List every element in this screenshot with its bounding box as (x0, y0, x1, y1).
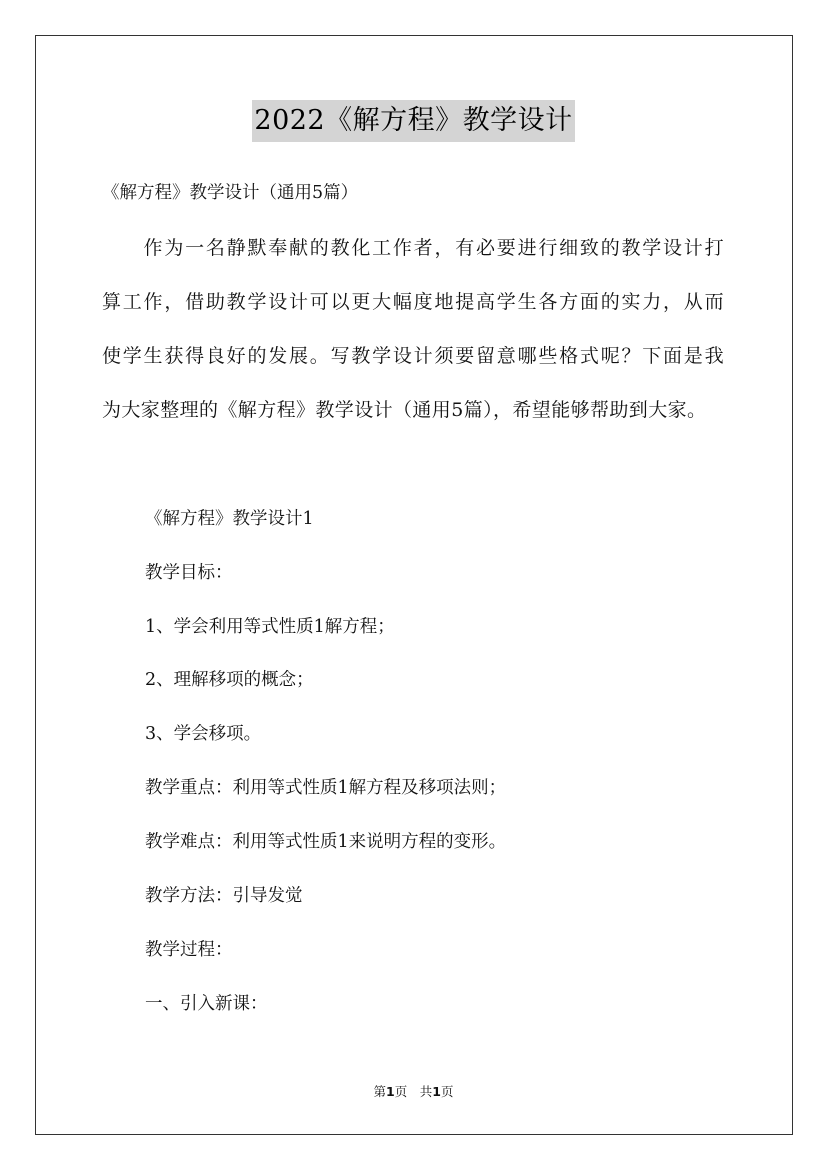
footer-total-pages: 1 (432, 1084, 441, 1099)
page-footer (0, 1083, 827, 1101)
list-item: 教学难点：利用等式性质1来说明方程的变形。 (145, 832, 507, 852)
section-heading: 《解方程》教学设计1 (145, 509, 314, 529)
list-item: 一、引入新课： (145, 994, 268, 1014)
intro-line-3: 使学生获得良好的发展。写教学设计须要留意哪些格式呢？下面是我 (102, 345, 724, 367)
list-item: 教学重点：利用等式性质1解方程及移项法则； (145, 778, 507, 798)
footer-current-page: 1 (386, 1084, 395, 1099)
footer-mid: 页 共 (394, 1084, 433, 1099)
list-item: 2、理解移项的概念； (145, 670, 314, 690)
list-item: 1、学会利用等式性质1解方程； (145, 617, 395, 637)
document-subtitle: 《解方程》教学设计（通用5篇） (102, 183, 359, 203)
footer-prefix: 第 (373, 1084, 387, 1099)
document-title: 2022《解方程》教学设计 (252, 100, 574, 142)
list-item: 教学过程： (145, 940, 233, 960)
list-item: 教学目标： (145, 563, 233, 583)
intro-line-4: 为大家整理的《解方程》教学设计（通用5篇），希望能够帮助到大家。 (102, 399, 707, 421)
footer-suffix: 页 (440, 1084, 454, 1099)
intro-line-2: 算工作，借助教学设计可以更大幅度地提高学生各方面的实力，从而 (102, 291, 724, 313)
intro-line-1: 作为一名静默奉献的教化工作者，有必要进行细致的教学设计打 (102, 237, 724, 259)
list-item: 教学方法：引导发觉 (145, 886, 303, 906)
title-container (0, 100, 827, 142)
list-item: 3、学会移项。 (145, 724, 262, 744)
